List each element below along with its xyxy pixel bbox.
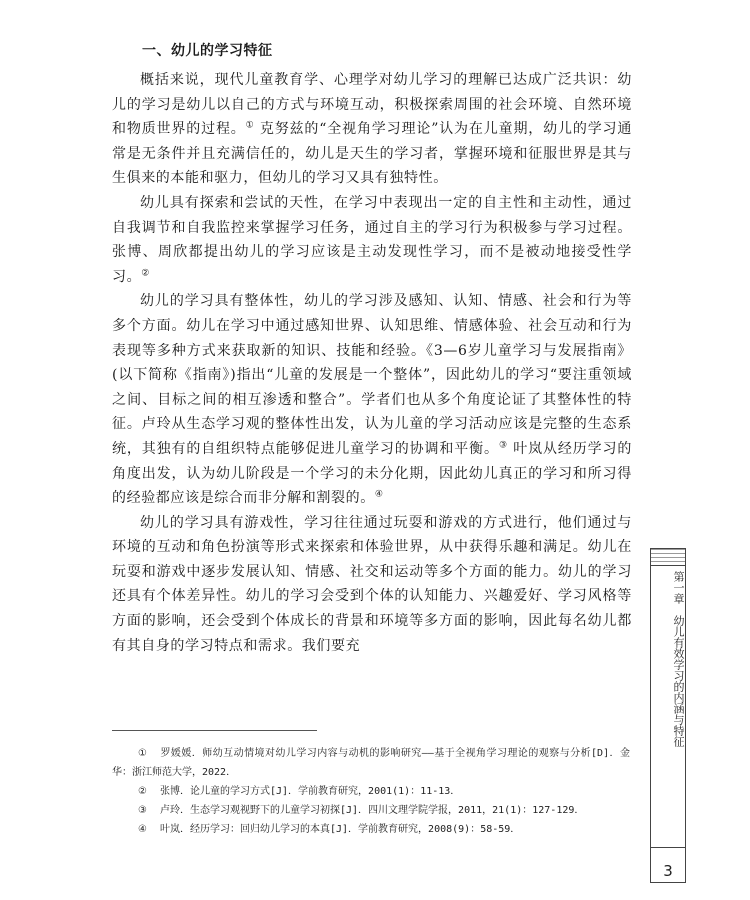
footnote-4 [112,820,630,839]
paragraph-1-text-cont: 克努兹的“全视角学习理论”认为在儿童期，幼儿的学习通常是无条件并且充满信任的，幼儿是天生的学习者，掌握环境和征服世界是其与生俱来的本能和驱力，但幼儿的学习又具有独特性。 [112,121,632,187]
footnote-mark: ④ [138,824,147,835]
footnote-ref-2[interactable]: ② [141,268,150,279]
paragraph-3 [112,289,632,510]
footnote-text: 叶岚．经历学习：回归幼儿学习的本真[J]．学前教育研究，2008(9)：58-59． [160,824,521,835]
side-tab-divider [651,847,685,848]
footnote-3 [112,801,630,820]
paragraph-3-text-cont: 叶岚从经历学习的角度出发，认为幼儿阶段是一个学习的未分化期，因此幼儿真正的学习和所习得的经验都应该是综合而非分解和割裂的。 [112,440,632,507]
paragraph-1-text: 概括来说，现代儿童教育学、心理学对幼儿学习的理解已达成广泛共识：幼儿的学习是幼儿以自己的方式与环境互动，积极探索周围的社会环境、自然环境和物质世界的过程。 [112,72,632,138]
footnote-2 [112,782,630,801]
footnote-ref-4[interactable]: ④ [374,489,384,500]
page-number: 3 [663,862,673,880]
paragraph-2 [112,191,632,289]
body-text [112,40,632,658]
paragraph-4-text: 幼儿的学习具有游戏性，学习往往通过玩耍和游戏的方式进行，他们通过与环境的互动和角色扮演等形式来探索和体验世界，从中获得乐趣和满足。幼儿在玩耍和游戏中逐步发展认知、情感、社交和运动等多个方面的能力。幼儿的学习还具有个体差异性。幼儿的学习会受到个体的认知能力、兴趣爱好、学习风格等方面的影响，还会受到个体成长的背景和环境等多方面的影响，因此每名幼儿都有其自身的学习特点和需求。我们要充 [112,514,632,654]
chapter-title: 第一章 幼儿有效学习的内涵与特征 [672,571,685,747]
footnote-mark: ② [138,786,147,797]
chapter-side-tab [650,548,686,883]
footnote-mark: ① [138,748,147,759]
footnote-ref-3[interactable]: ③ [498,440,508,451]
footnote-text: 罗媛媛．师幼互动情境对幼儿学习内容与动机的影响研究——基于全视角学习理论的观察与分析[D]．金华：浙江师范大学，2022． [112,748,630,778]
paragraph-3-text: 幼儿的学习具有整体性，幼儿的学习涉及感知、认知、情感、社会和行为等多个方面。幼儿在学习中通过感知世界、认知思维、情感体验、社会互动和行为表现等多种方式来获取新的知识、技能和经验。《3—6岁儿童学习与发展指南》(以下简称《指南》)指出“儿童的发展是一个整体”，因此幼儿的学习“要注重领域之间、目标之间的相互渗透和整合”。学者们也从多个角度论证了其整体性的特征。卢玲从生态学习观的整体性出发，认为儿童的学习活动应该是完整的生态系统，其独有的自组织特点能够促进儿童学习的协调和平衡。 [112,293,632,457]
paragraph-2-text: 幼儿具有探索和尝试的天性，在学习中表现出一定的自主性和主动性，通过自我调节和自我监控来掌握学习任务，通过自主的学习行为积极参与学习过程。张博、周欣都提出幼儿的学习应该是主动发现性学习，而不是被动地接受性学习。 [112,194,632,285]
footnote-mark: ③ [138,805,147,816]
footnotes [112,744,630,839]
footnote-text: 张博．论儿童的学习方式[J]．学前教育研究，2001(1)：11-13． [160,786,461,797]
footnote-1 [112,744,630,782]
section-heading: 一、幼儿的学习特征 [142,43,273,59]
side-tab-stripes [651,549,685,566]
paragraph-1 [112,68,632,191]
footnote-divider [112,730,317,731]
footnote-text: 卢玲．生态学习观视野下的儿童学习初探[J]．四川文理学院学报，2011，21(1)：127-129． [160,805,585,816]
paragraph-4 [112,511,632,659]
footnote-ref-1[interactable]: ① [245,120,255,131]
